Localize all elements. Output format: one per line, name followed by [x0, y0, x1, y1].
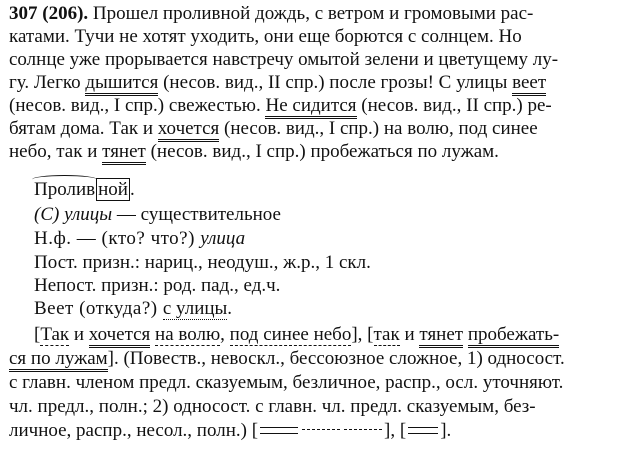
analysis-text: — существительное	[112, 204, 281, 225]
predicate-dyshitsya: дышится	[85, 72, 158, 96]
exercise-text: (несов. вид., II спр.) ре-	[356, 95, 552, 116]
predicate-khochetsya: хочется	[158, 118, 219, 142]
predicate-ne-siditsya: Не сидится	[265, 95, 356, 119]
exercise-text: небо, так и	[9, 141, 103, 162]
predicate-veet: веет	[512, 72, 546, 96]
scheme-adverbial-mark	[302, 429, 340, 431]
exercise-text: бятам дома. Так и	[9, 118, 158, 139]
analysis-text: Пост. призн.: нариц., неодуш., ж.р., 1 скл.	[34, 252, 371, 273]
predicate-po-luzham: ся по лужам	[9, 348, 108, 372]
parse-line-3	[9, 371, 563, 394]
exercise-line-4	[9, 71, 546, 94]
scheme-predicate-mark-2	[408, 427, 438, 434]
exercise-line-1	[9, 2, 635, 25]
exercise-text: катами. Тучи не хотят уходить, они еще борются с солнцем. Но	[9, 26, 522, 47]
predicate-tyanet: тянет	[102, 141, 146, 165]
analysis-line-4	[34, 274, 280, 297]
analysis-line-2	[34, 227, 245, 250]
exercise-line-2	[9, 25, 635, 48]
exercise-text: (несов. вид., II спр.) после грозы! С улицы	[158, 72, 513, 93]
adverbial-tak-2: так	[373, 324, 400, 345]
exercise-line-5	[9, 94, 552, 117]
exercise-number: 307 (206).	[9, 3, 89, 24]
analysis-line-3	[34, 251, 371, 274]
analysis-text: Непост. призн.: род. пад., ед.ч.	[34, 275, 281, 296]
parse-text: ]. (Повеств., невоскл., бессоюзное сложное, 1) односост.	[107, 348, 565, 369]
exercise-line-6	[9, 117, 538, 140]
parse-text: и	[69, 324, 89, 345]
analysis-text: Веет (откуда?)	[34, 298, 163, 319]
word-ending: ной	[98, 179, 128, 200]
parse-text: с главн. членом предл. сказуемым, безличное, распр., осл. уточняют.	[9, 372, 564, 393]
parse-text: чл. предл., полн.; 2) односост. с главн. чл. предл. сказуемым, без-	[9, 396, 536, 417]
exercise-text: солнце уже прорывается навстречу омытой зелени и цветущему лу-	[9, 49, 559, 70]
parse-text: ,	[220, 324, 230, 345]
parse-line-5	[9, 419, 451, 442]
predicate-probezhatsya: пробежать-	[468, 324, 559, 348]
analysis-line-1	[34, 203, 281, 226]
exercise-line-7	[9, 140, 499, 163]
exercise-text: гу. Легко	[9, 72, 86, 93]
adverbial-tak: Так	[40, 324, 70, 345]
parse-text: ], [	[384, 420, 407, 441]
scheme-adverbial-mark-2	[344, 429, 382, 431]
analysis-text: .	[227, 298, 233, 319]
initial-form: улица	[200, 228, 246, 249]
exercise-text: (несов. вид., I спр.) на волю, под синее	[219, 118, 538, 139]
scheme-predicate-mark	[260, 427, 298, 434]
parse-text: ], [	[351, 324, 374, 345]
parse-text: личное, распр., несол., полн.) [	[9, 420, 259, 441]
adverbial-s-ulitsy: с улицы	[162, 298, 228, 319]
analysis-text: Н.ф. — (кто? что?)	[34, 228, 201, 249]
word-dot: .	[129, 179, 135, 200]
parse-line-4	[9, 395, 536, 418]
predicate-tyanet-2: тянет	[419, 324, 463, 348]
analysis-line-5	[34, 297, 232, 320]
parse-text: [	[34, 324, 41, 345]
exercise-line-3	[9, 48, 635, 71]
adverbial-pod-sinee-nebo: под синее небо	[229, 324, 352, 345]
parse-line-1	[34, 323, 559, 346]
parse-text: и	[399, 324, 420, 345]
exercise-text: Прошел проливной дождь, с ветром и громовыми рас-	[92, 3, 534, 24]
parse-text: ].	[440, 420, 452, 441]
parse-line-2	[9, 347, 565, 370]
predicate-khochetsya-2: хочется	[89, 324, 150, 348]
word-morphemes	[34, 178, 135, 201]
word-stem: Пролив	[34, 179, 96, 200]
exercise-text: (несов. вид., I спр.) свежестью.	[9, 95, 266, 116]
analysis-word: (С) улицы	[34, 204, 113, 225]
adverbial-na-volyu: на волю	[155, 324, 221, 345]
exercise-text: (несов. вид., I спр.) пробежаться по лужам.	[145, 141, 499, 162]
